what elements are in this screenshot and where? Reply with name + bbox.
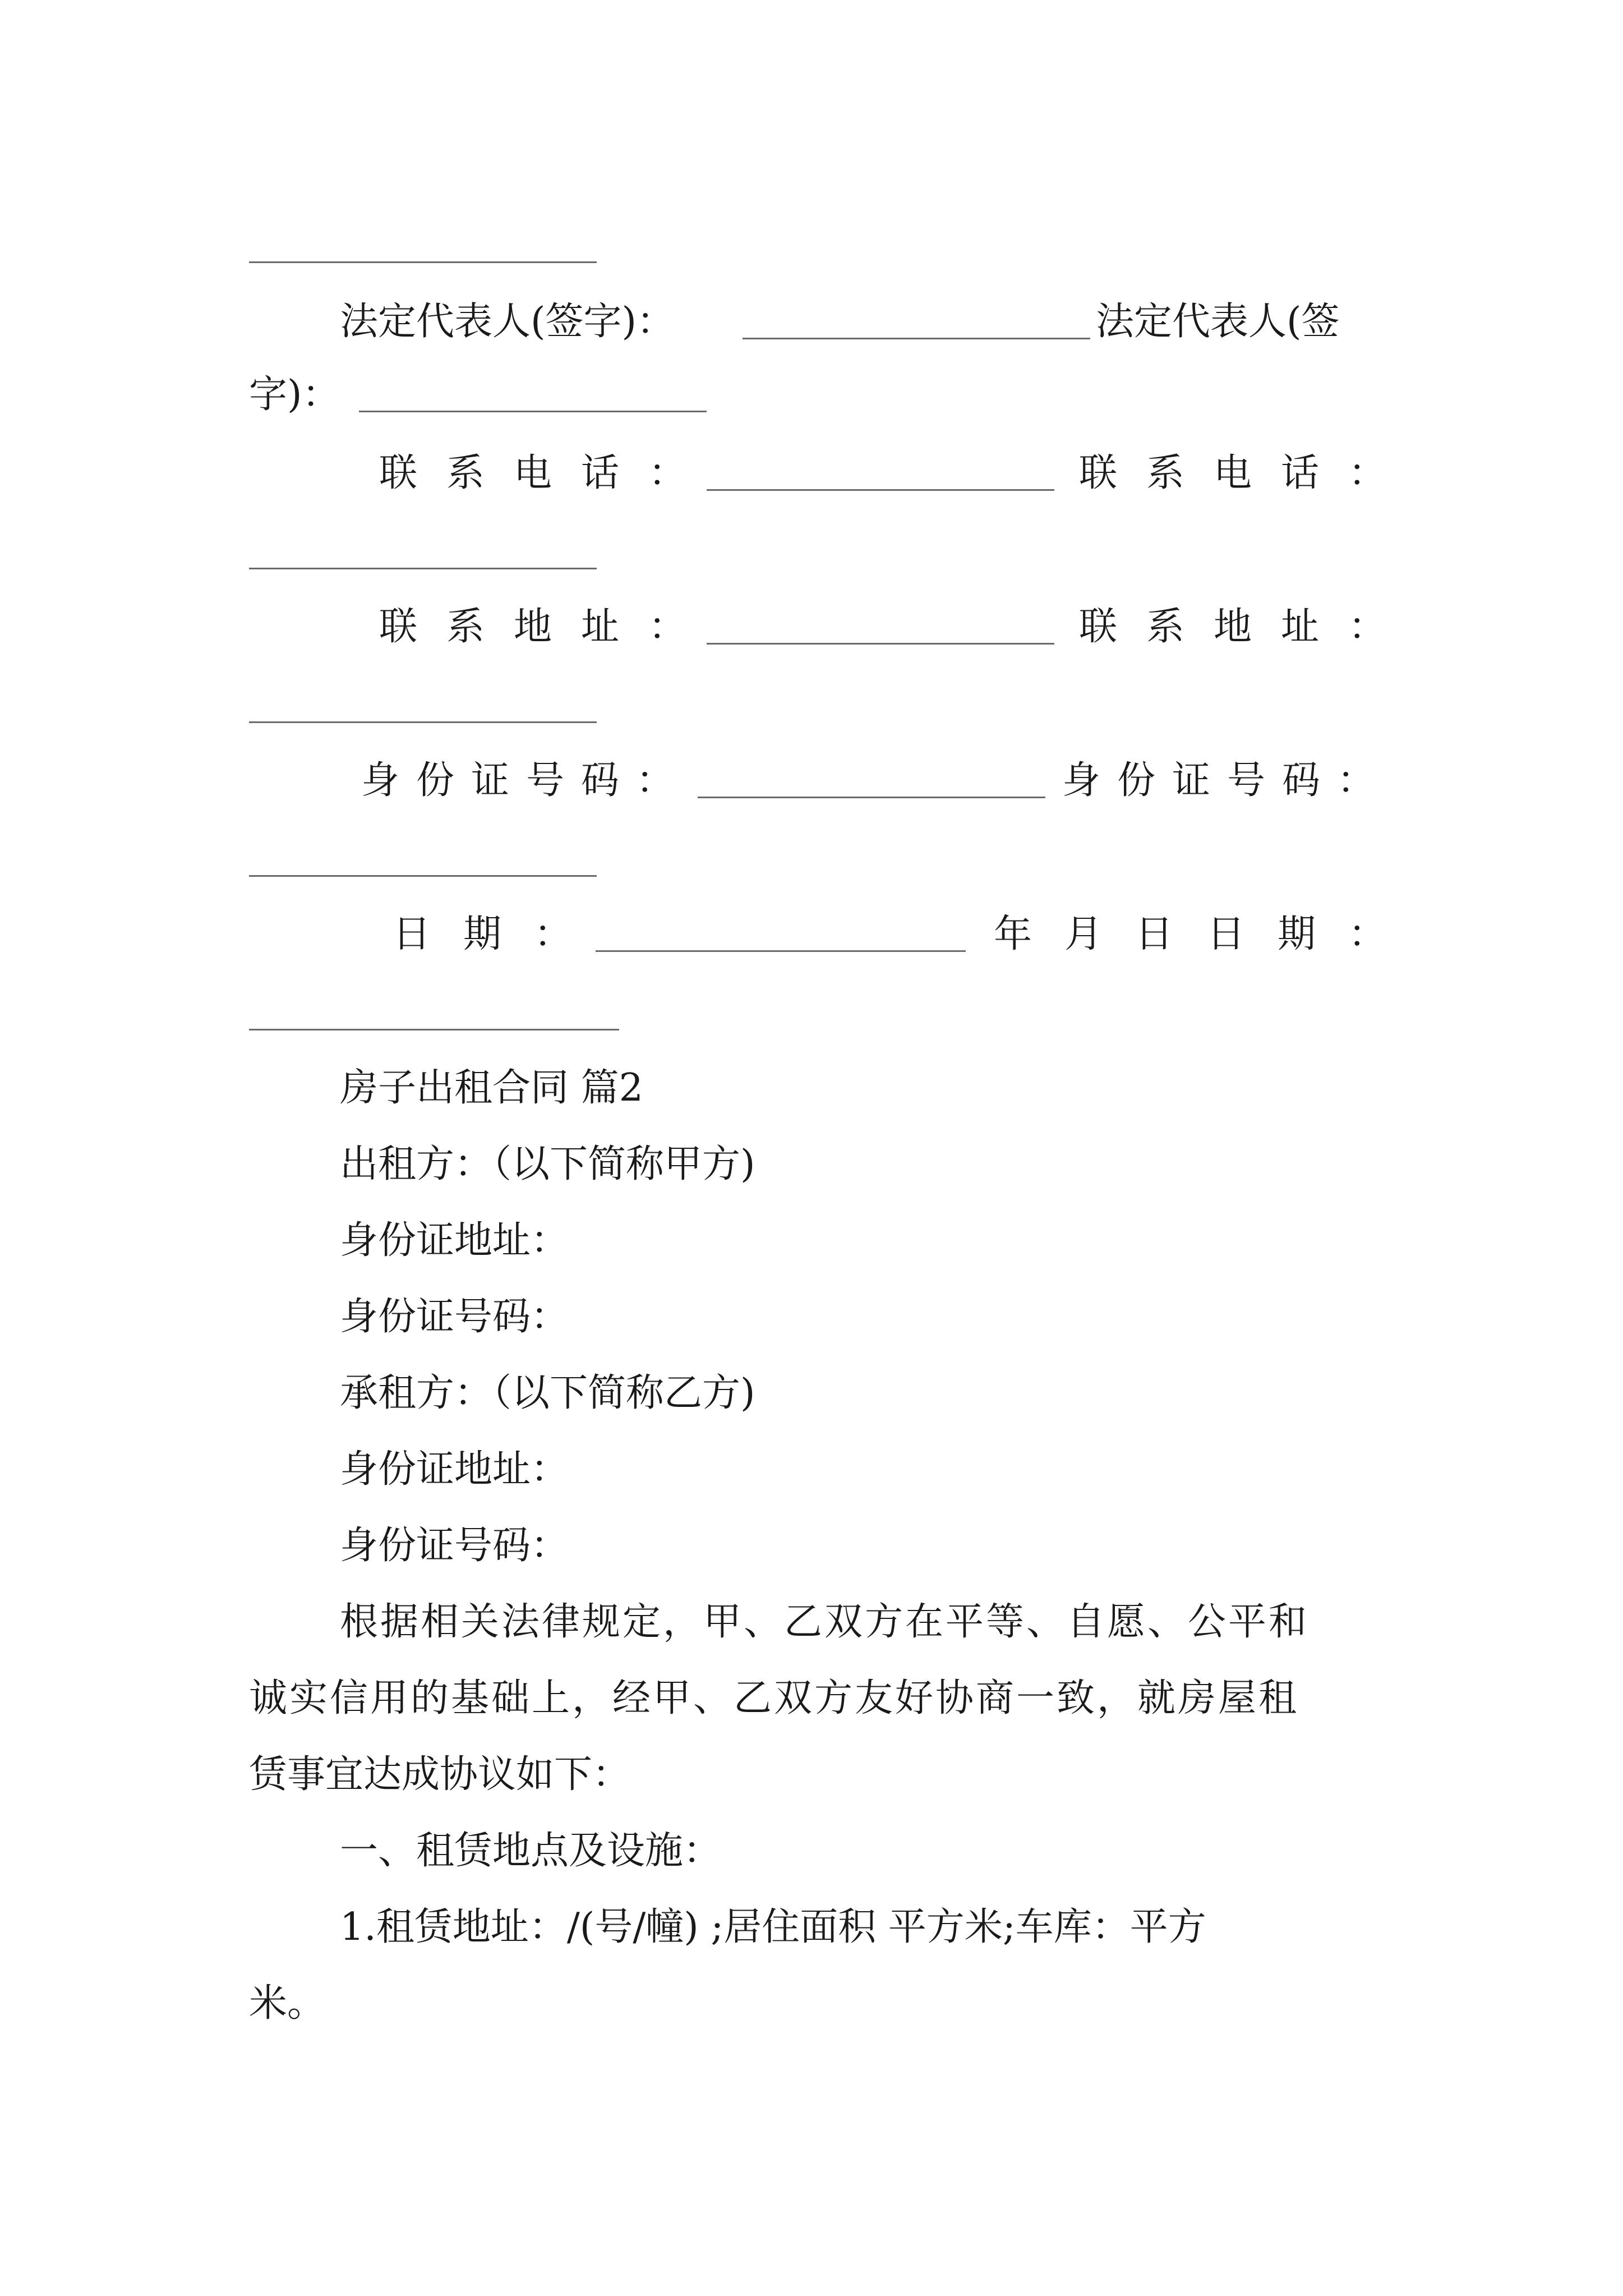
preamble-line-1: 根据相关法律规定，甲、乙双方在平等、自愿、公平和 — [340, 1600, 1310, 1644]
lessee-line: 承租方：（以下简称乙方) — [340, 1371, 755, 1415]
clause1-heading: 一、租赁地点及设施： — [340, 1829, 722, 1873]
phone-left-blank — [707, 489, 1054, 491]
date-right-blank — [249, 1029, 619, 1030]
date-left-blank — [596, 950, 966, 952]
legal-rep-right-label: 法定代表人(签 — [1096, 300, 1340, 344]
address-left-blank — [707, 643, 1054, 645]
id-left-blank — [698, 797, 1045, 798]
legal-rep-right-blank — [359, 411, 707, 412]
lessor-line: 出租方：（以下简称甲方) — [340, 1142, 755, 1186]
legal-rep-left-blank — [743, 338, 1090, 339]
address-right-blank — [249, 721, 597, 723]
phone-right-blank — [249, 568, 597, 569]
preamble-line-2: 诚实信用的基础上，经甲、乙双方友好协商一致，就房屋租 — [249, 1676, 1299, 1720]
date-right-label: 日期： — [1207, 912, 1419, 956]
clause1-item1-cont: 米。 — [249, 1981, 326, 2026]
id-right-blank — [249, 875, 597, 877]
lessee-id-address: 身份证地址： — [340, 1447, 569, 1492]
phone-left-label: 联系电话： — [379, 451, 716, 495]
legal-rep-right-label-cont: 字)： — [249, 372, 340, 417]
underline-top — [249, 261, 597, 263]
lessor-id-address: 身份证地址： — [340, 1218, 569, 1263]
lessor-id-number: 身份证号码： — [340, 1295, 569, 1339]
section-title: 房子出租合同 篇2 — [340, 1066, 643, 1110]
date-suffix: 年月日 — [994, 912, 1206, 956]
address-right-label: 联系地址： — [1079, 605, 1416, 649]
preamble-line-3: 赁事宜达成协议如下： — [249, 1752, 631, 1797]
date-left-label: 日期： — [393, 912, 605, 956]
id-left-label: 身份证号码： — [361, 758, 691, 803]
phone-right-label: 联系电话： — [1079, 451, 1416, 495]
legal-rep-left-label: 法定代表人(签字)： — [340, 300, 675, 344]
address-left-label: 联系地址： — [379, 605, 716, 649]
clause1-item1: 1.租赁地址：/(号/幢) ;居住面积 平方米;车库：平方 — [340, 1905, 1206, 1949]
lessee-id-number: 身份证号码： — [340, 1524, 569, 1568]
id-right-label: 身份证号码： — [1062, 758, 1393, 803]
